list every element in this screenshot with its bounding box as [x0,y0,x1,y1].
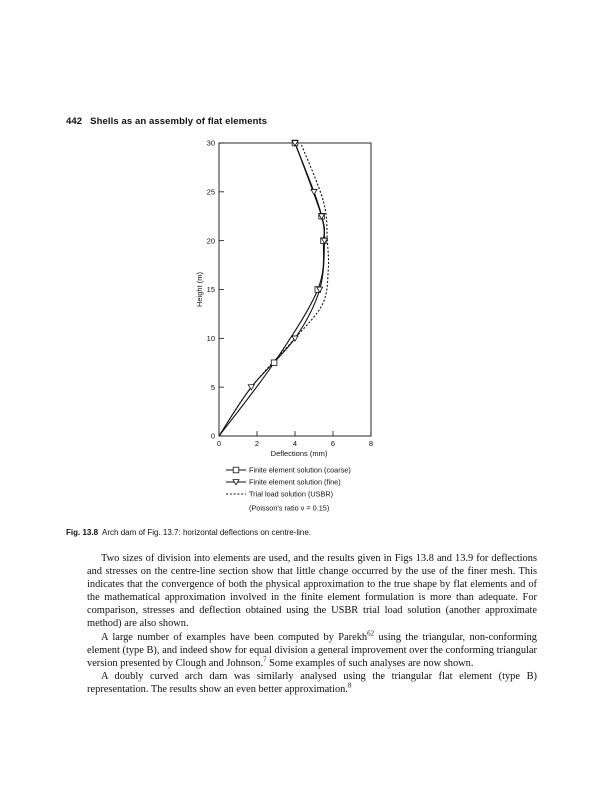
x-tick-label: 8 [368,439,374,448]
paragraph [87,670,537,696]
paragraph-text: A large number of examples have been computed by Parekh [101,631,368,643]
paragraph-text: A doubly curved arch dam was similarly analysed using the triangular flat element (type B) representation. The results show an even better approximation. [87,670,537,695]
paragraph-text: Two sizes of division into elements are used, and the results given in Figs 13.8 and 13.9 for deflections and stresses on the centre-line section show that little change occurred by the use of the finer mesh. This indicates that the convergence of both the physical approximation to the true shape by flat elements and of the mathematical approximation involved in the finite element formulation is more than adequate. For comparison, stresses and deflection obtained using the USBR trial load solution (another approximate method) are also shown. [87,553,537,630]
y-tick-label: 20 [206,236,215,246]
x-tick-label: 2 [254,439,260,448]
paragraph [87,552,537,631]
citation-ref: 8 [347,681,352,690]
data-point-coarse [271,360,277,366]
y-axis-label: Height (m) [195,271,204,308]
figure-caption-text: Arch dam of Fig. 13.7: horizontal deflections on centre-line. [102,528,312,537]
legend-label: Finite element solution (fine) [249,477,341,487]
paragraph [87,631,537,670]
y-tick-label: 5 [210,382,215,392]
chart-legend [226,466,351,513]
data-point-fine [311,189,317,194]
series-line-coarse [219,143,325,436]
y-tick-label: 25 [206,187,215,197]
paragraph-text: using the triangular, non-conforming element (type B), and indeed show for equal division a general improvement over the conforming triangular version presented by Clough and Johnson. [87,631,537,669]
chart-axes [195,139,373,458]
x-tick-label: 6 [330,439,336,448]
figure-label: Fig. 13.8 [66,528,99,537]
legend-label: Finite element solution (coarse) [249,465,351,475]
y-tick-label: 15 [206,285,215,295]
x-axis-label: Deflections (mm) [270,449,328,458]
chart-series [219,140,329,436]
running-head-title: Shells as an assembly of flat elements [90,116,268,127]
x-tick-label: 4 [292,439,298,448]
paragraph-text: Some examples of such analyses are now shown. [266,657,474,669]
y-tick-label: 0 [210,431,215,441]
y-tick-label: 30 [206,138,215,148]
body-text [87,552,537,696]
chart-note: (Poisson's ratio ν = 0.15) [249,503,330,513]
y-tick-label: 10 [206,333,215,343]
page-number: 442 [66,116,83,127]
legend-label: Trial load solution (USBR) [249,489,334,499]
x-tick-label: 0 [216,439,222,448]
figure-caption [66,528,311,537]
citation-ref: 62 [367,629,375,638]
legend-marker [233,467,239,473]
citation-ref: 7 [263,655,267,664]
plot-frame [219,143,371,436]
series-line-fine [219,143,324,436]
